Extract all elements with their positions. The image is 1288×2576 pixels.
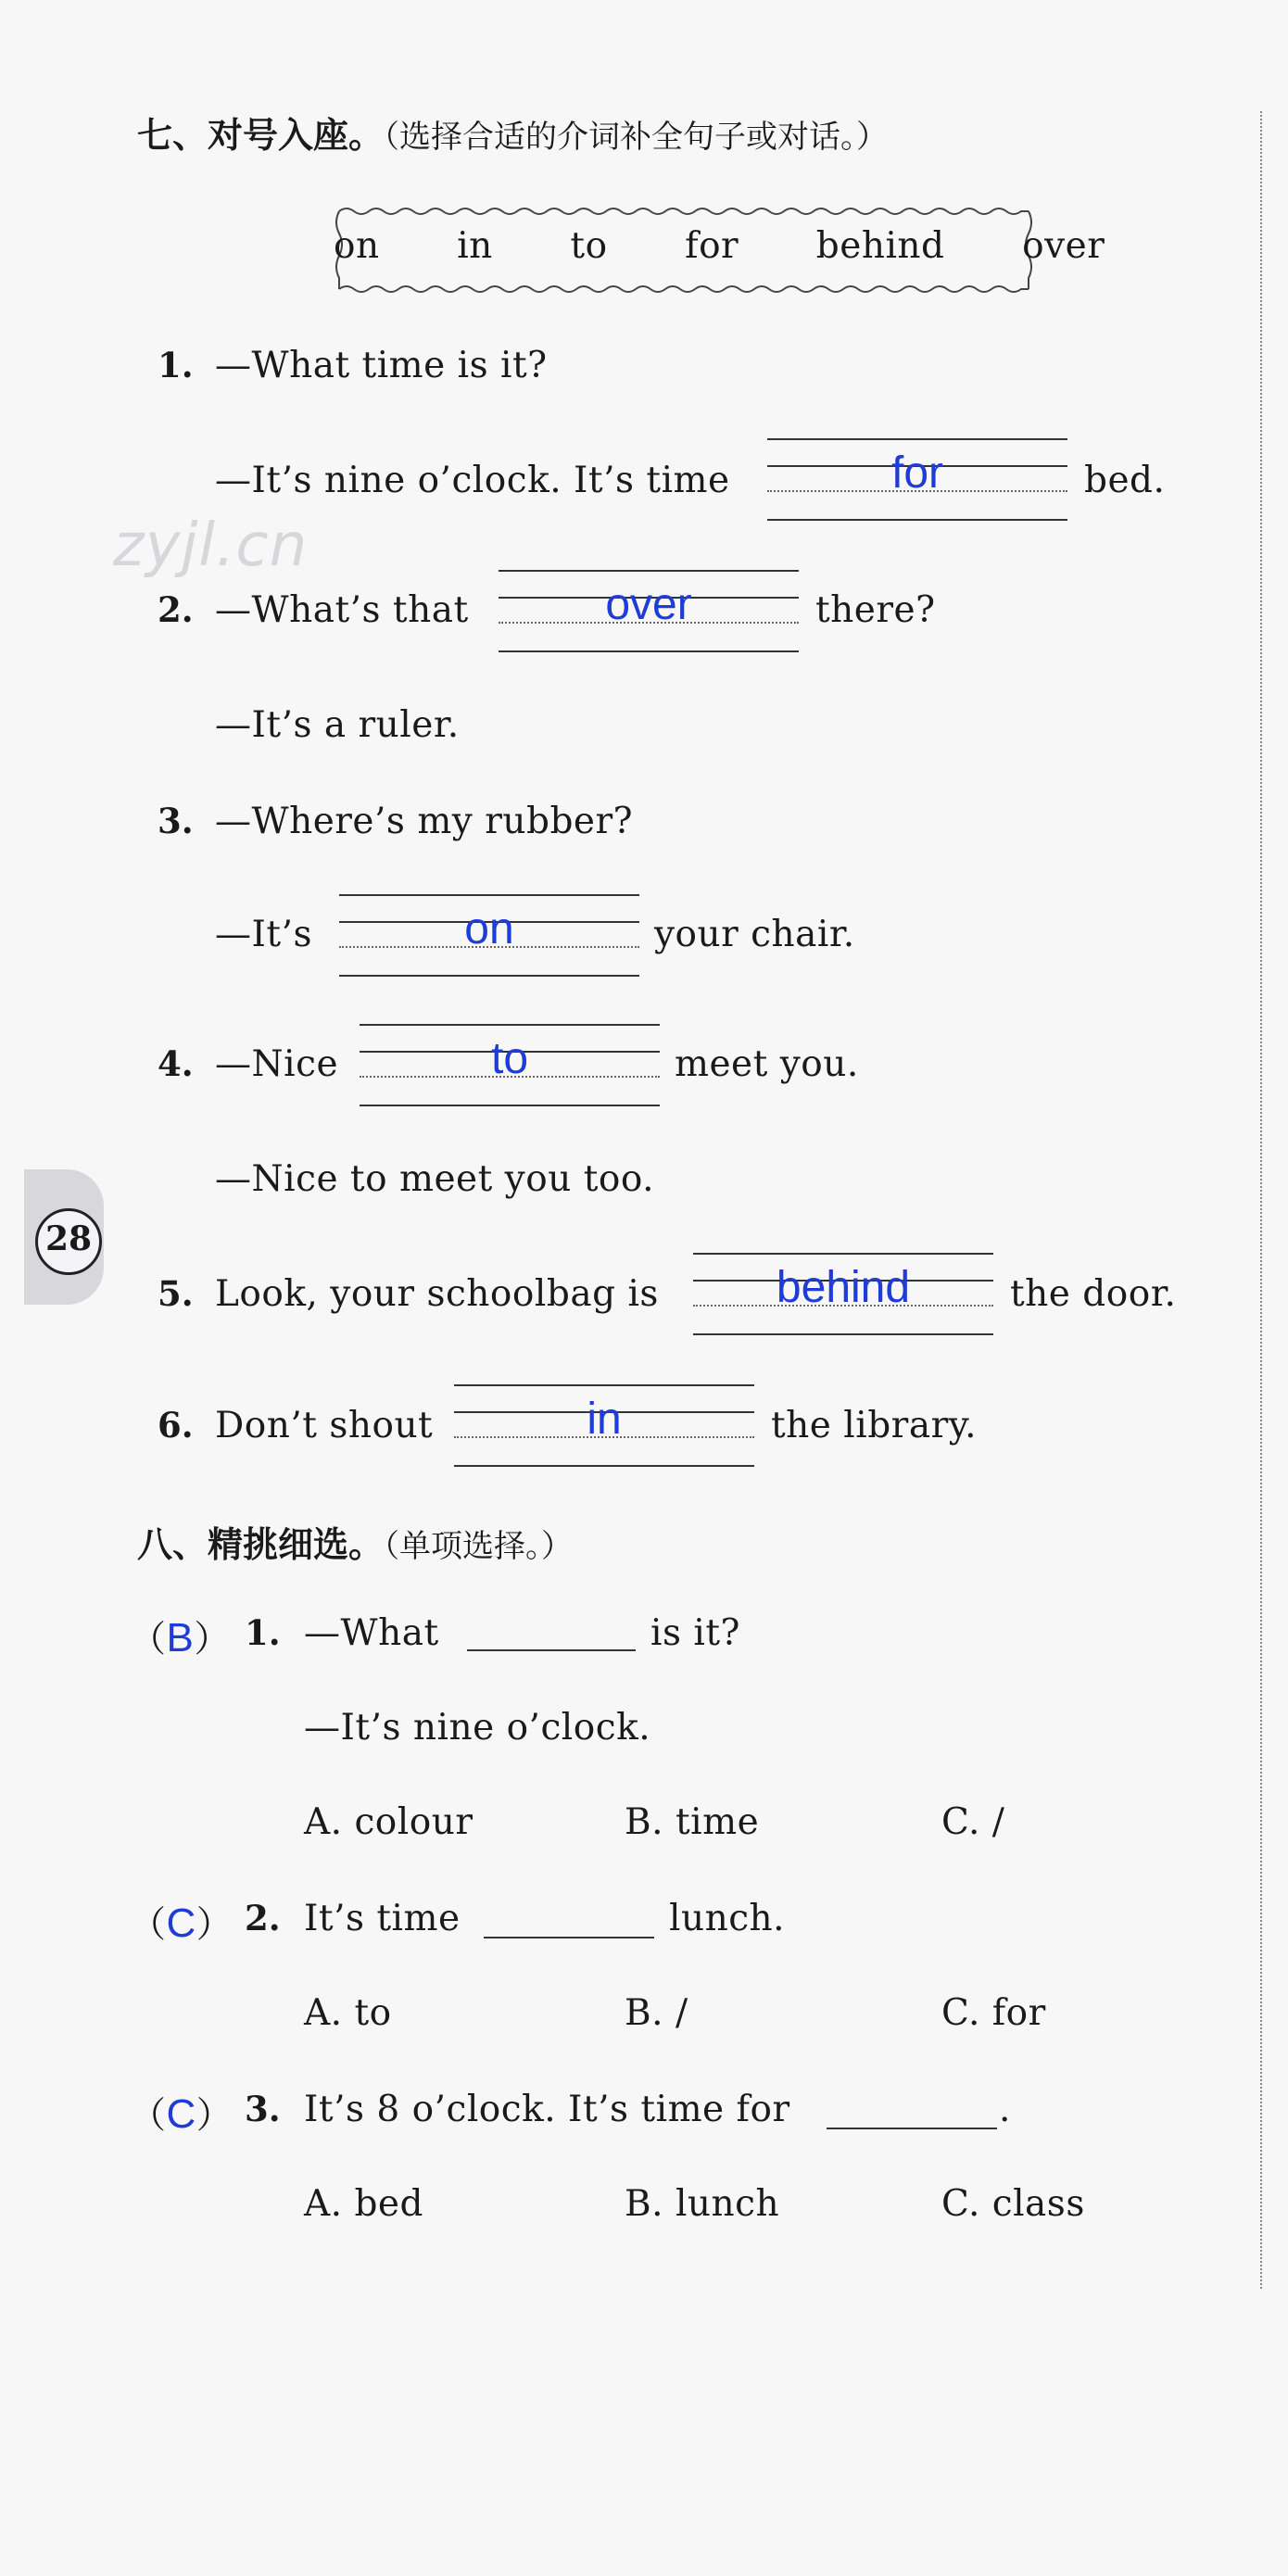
q2-option-b: B. / bbox=[625, 1992, 688, 2034]
item-number: 1. bbox=[158, 345, 194, 385]
q1-line2: —It’s nine o’clock. bbox=[304, 1707, 651, 1749]
item6-answer: in bbox=[587, 1395, 622, 1444]
item1-line1: —What time is it? bbox=[215, 345, 548, 386]
item-number: 6. bbox=[158, 1405, 194, 1446]
q3-answer-parens bbox=[130, 2087, 233, 2139]
item3-line2-pre: —It’s bbox=[215, 914, 312, 955]
q1-option-c: C. / bbox=[941, 1801, 1005, 1843]
q1-option-b: B. time bbox=[625, 1801, 760, 1843]
item4-answer: to bbox=[490, 1034, 529, 1083]
paren-close: ） bbox=[196, 1904, 234, 1946]
q2-post: lunch. bbox=[669, 1898, 786, 1939]
q2-answer: C bbox=[166, 1900, 196, 1946]
q2-option-c: C. for bbox=[941, 1992, 1046, 2034]
section8-heading bbox=[137, 1516, 573, 1567]
item3-line2-post: your chair. bbox=[654, 914, 855, 955]
item2-line1-pre: —What’s that bbox=[215, 589, 469, 631]
q3-post: . bbox=[999, 2089, 1011, 2130]
item5-answer: behind bbox=[776, 1263, 911, 1312]
item-number: 5. bbox=[158, 1273, 194, 1314]
item2-answer: over bbox=[605, 580, 692, 629]
q1-line1-post: is it? bbox=[650, 1612, 740, 1654]
q1-line1-pre: —What bbox=[304, 1612, 439, 1654]
item2-line2: —It’s a ruler. bbox=[215, 704, 460, 746]
q1-option-a: A. colour bbox=[304, 1801, 474, 1843]
q3-option-c: C. class bbox=[941, 2183, 1085, 2225]
item4-line2: —Nice to meet you too. bbox=[215, 1158, 655, 1200]
word-bank-word: on bbox=[334, 225, 380, 267]
q2-answer-parens bbox=[130, 1896, 233, 1948]
question-number: 3. bbox=[245, 2089, 281, 2129]
word-bank-word: behind bbox=[815, 225, 945, 267]
q3-option-b: B. lunch bbox=[625, 2183, 780, 2225]
word-bank-words bbox=[334, 225, 1105, 267]
item6-pre: Don’t shout bbox=[215, 1405, 434, 1446]
item1-answer: for bbox=[890, 448, 943, 498]
item-number: 4. bbox=[158, 1043, 194, 1084]
item3-answer: on bbox=[464, 904, 514, 953]
item1-line2-pre: —It’s nine o’clock. It’s time bbox=[215, 460, 730, 501]
item4-line1-post: meet you. bbox=[675, 1043, 859, 1085]
section8-title: 八、精挑细选。 bbox=[137, 1524, 385, 1565]
item2-line1-post: there? bbox=[815, 589, 936, 631]
watermark: zyjl.cn bbox=[113, 511, 309, 580]
word-bank-word: to bbox=[570, 225, 608, 267]
paren-open: （ bbox=[130, 1904, 167, 1946]
item6-post: the library. bbox=[771, 1405, 977, 1446]
q1-answer-parens bbox=[130, 1610, 231, 1662]
section7-heading bbox=[137, 107, 888, 158]
item5-post: the door. bbox=[1010, 1273, 1177, 1315]
paren-open: （ bbox=[130, 1619, 167, 1661]
word-bank-word: in bbox=[457, 225, 493, 267]
q3-option-a: A. bed bbox=[304, 2183, 423, 2225]
q3-pre: It’s 8 o’clock. It’s time for bbox=[304, 2089, 790, 2130]
question-number: 2. bbox=[245, 1898, 281, 1938]
word-bank-word: for bbox=[685, 225, 739, 267]
q3-blank bbox=[827, 2128, 997, 2129]
paren-close: ） bbox=[194, 1619, 231, 1661]
item-number: 3. bbox=[158, 801, 194, 841]
item-number: 2. bbox=[158, 589, 194, 630]
section7-title: 七、对号入座。 bbox=[137, 115, 385, 156]
q2-blank bbox=[484, 1937, 654, 1938]
item4-line1-pre: —Nice bbox=[215, 1043, 339, 1085]
margin-rule bbox=[1260, 111, 1262, 2289]
q1-blank bbox=[467, 1649, 636, 1651]
q1-answer: B bbox=[166, 1615, 195, 1661]
q2-option-a: A. to bbox=[304, 1992, 392, 2034]
paren-close: ） bbox=[196, 2095, 234, 2137]
section8-note: （单项选择。） bbox=[384, 1528, 574, 1565]
page-number: 28 bbox=[44, 1219, 93, 1258]
section7-note: （选择合适的介词补全句子或对话。） bbox=[384, 119, 889, 156]
item3-line1: —Where’s my rubber? bbox=[215, 801, 634, 842]
item1-line2-post: bed. bbox=[1084, 460, 1166, 501]
q3-answer: C bbox=[166, 2091, 196, 2137]
question-number: 1. bbox=[245, 1612, 281, 1653]
paren-open: （ bbox=[130, 2095, 167, 2137]
word-bank-word: over bbox=[1022, 225, 1105, 267]
item5-pre: Look, your schoolbag is bbox=[215, 1273, 659, 1315]
q2-pre: It’s time bbox=[304, 1898, 461, 1939]
